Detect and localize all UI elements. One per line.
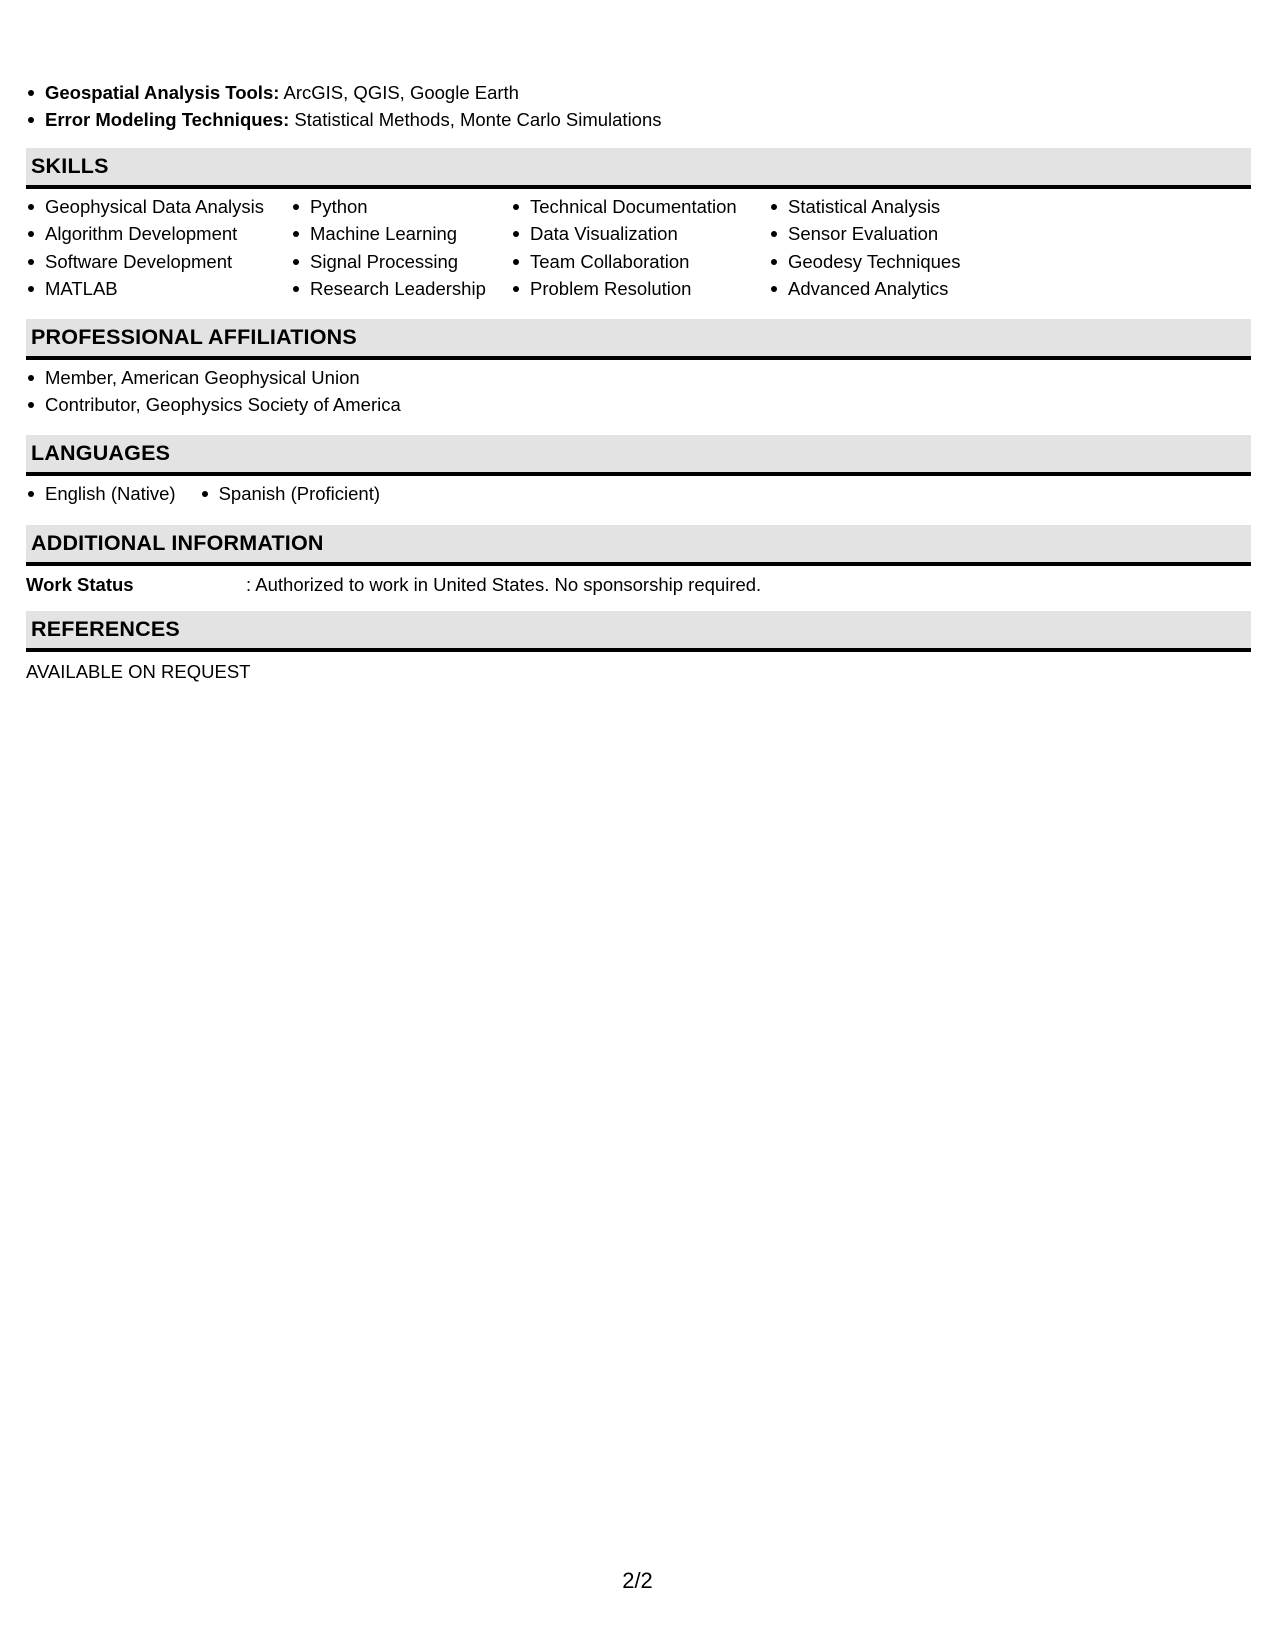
section-title: REFERENCES — [31, 617, 180, 641]
work-status-label: Work Status — [26, 574, 134, 595]
tools-item-value: ArcGIS, QGIS, Google Earth — [279, 82, 519, 103]
skill-item: Technical Documentation — [511, 193, 737, 220]
skill-item: Geophysical Data Analysis — [26, 193, 264, 220]
skill-item: Python — [291, 193, 486, 220]
affiliation-item: Contributor, Geophysics Society of America — [26, 391, 401, 418]
tools-item-label: Geospatial Analysis Tools: — [45, 82, 280, 103]
section-header-references — [26, 611, 1251, 652]
skills-column-1 — [26, 193, 264, 302]
affiliations-list — [26, 364, 401, 419]
skill-item: Problem Resolution — [511, 275, 737, 302]
section-header-affiliations — [26, 319, 1251, 360]
skills-grid — [26, 193, 1251, 303]
tools-item-error-modeling — [26, 106, 662, 133]
skill-item: Geodesy Techniques — [769, 248, 960, 275]
skill-item: Advanced Analytics — [769, 275, 960, 302]
section-header-skills — [26, 148, 1251, 189]
skill-item: Signal Processing — [291, 248, 486, 275]
skill-item: Team Collaboration — [511, 248, 737, 275]
skills-column-2 — [291, 193, 486, 302]
language-item: English (Native) — [26, 480, 176, 507]
section-title: LANGUAGES — [31, 441, 171, 465]
skills-column-4 — [769, 193, 960, 302]
references-text: AVAILABLE ON REQUEST — [26, 661, 251, 682]
skill-item: Machine Learning — [291, 220, 486, 247]
page-number: 2/2 — [622, 1568, 653, 1593]
section-header-additional-info — [26, 525, 1251, 566]
language-item: Spanish (Proficient) — [200, 480, 380, 507]
section-title: SKILLS — [31, 154, 109, 178]
work-status-value: : Authorized to work in United States. No sponsorship required. — [246, 574, 762, 595]
tools-list — [26, 79, 662, 134]
skill-item: Research Leadership — [291, 275, 486, 302]
skill-item: Data Visualization — [511, 220, 737, 247]
tools-item-value: Statistical Methods, Monte Carlo Simulations — [289, 109, 662, 131]
section-title: PROFESSIONAL AFFILIATIONS — [31, 325, 357, 349]
skill-item: Sensor Evaluation — [769, 220, 960, 247]
affiliation-item: Member, American Geophysical Union — [26, 364, 401, 391]
skill-item: Statistical Analysis — [769, 193, 960, 220]
tools-item-label: Error Modeling Techniques: — [45, 109, 290, 131]
skills-column-3 — [511, 193, 737, 302]
tools-item-geospatial — [26, 79, 662, 106]
languages-list — [26, 480, 404, 507]
skill-item: Algorithm Development — [26, 220, 264, 247]
section-title: ADDITIONAL INFORMATION — [31, 531, 324, 555]
skill-item: Software Development — [26, 248, 264, 275]
skill-item: MATLAB — [26, 275, 264, 302]
section-header-languages — [26, 435, 1251, 476]
